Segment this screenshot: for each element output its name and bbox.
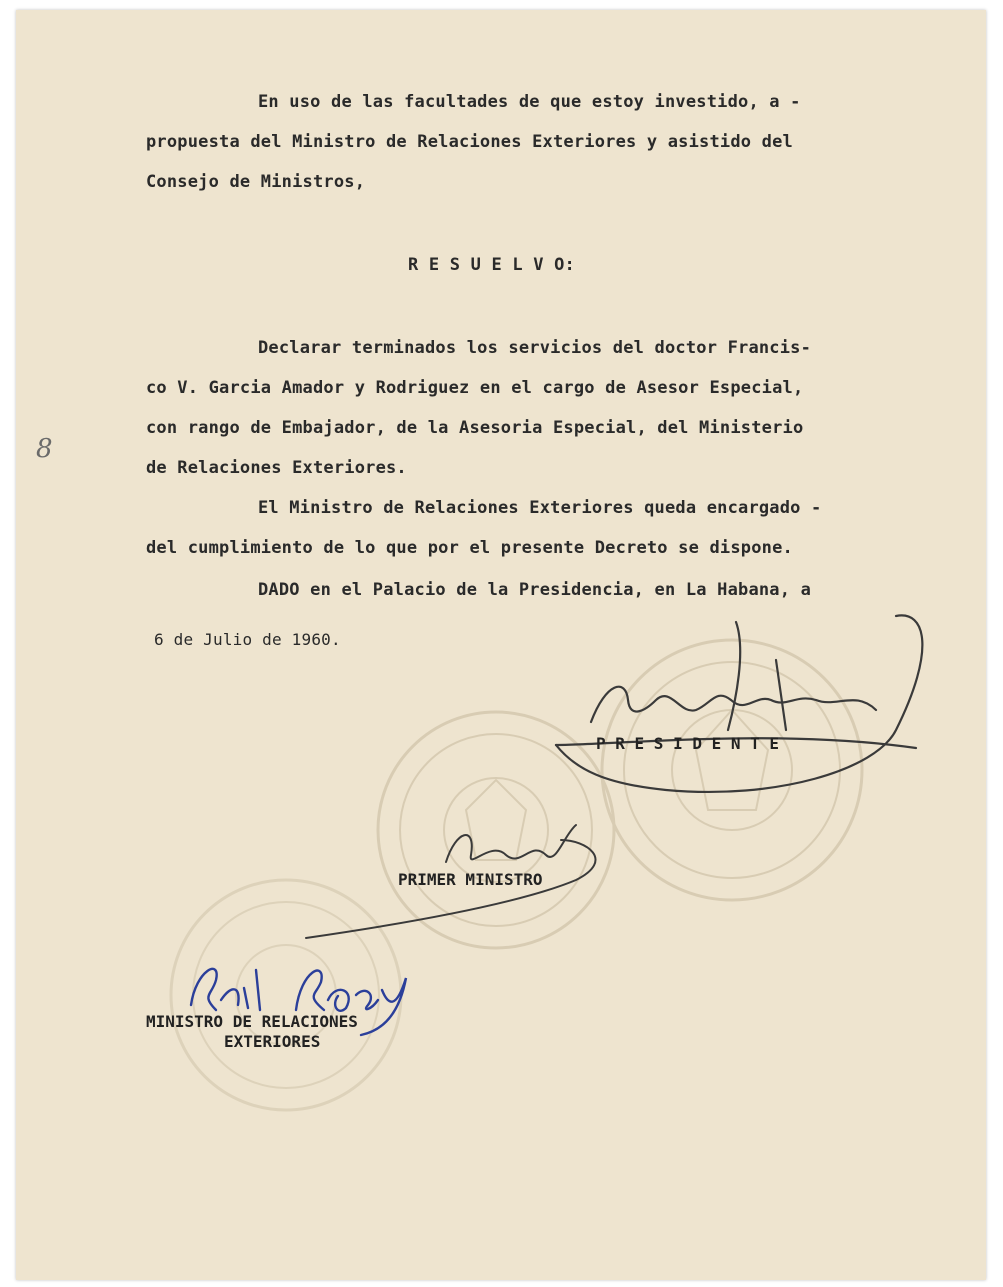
prime-minister-label: PRIMER MINISTRO <box>398 870 543 889</box>
president-signature <box>556 615 922 792</box>
heading-resuelvo: R E S U E L V O: <box>408 255 575 275</box>
body-line-3: Consejo de Ministros, <box>146 172 366 192</box>
foreign-minister-label-line-2: EXTERIORES <box>224 1032 321 1051</box>
given-line: DADO en el Palacio de la Presidencia, en La Habana, a <box>258 580 812 600</box>
president-label: P R E S I D E N T E <box>596 734 780 753</box>
date-line: 6 de Julio de 1960. <box>154 630 341 649</box>
resolution-line-3: con rango de Embajador, de la Asesoria Especial, del Ministerio <box>146 418 804 438</box>
body-line-1: En uso de las facultades de que estoy investido, a - <box>258 92 801 112</box>
resolution-line-1: Declarar terminados los servicios del doctor Francis- <box>258 338 812 358</box>
body-line-2: propuesta del Ministro de Relaciones Exteriores y asistido del <box>146 132 793 152</box>
margin-note: 8 <box>36 434 53 464</box>
document-page <box>16 10 986 1280</box>
president-seal <box>602 640 862 900</box>
order-line-1: El Ministro de Relaciones Exteriores queda encargado - <box>258 498 822 518</box>
order-line-2: del cumplimiento de lo que por el presente Decreto se dispone. <box>146 538 793 558</box>
resolution-line-2: co V. Garcia Amador y Rodriguez en el cargo de Asesor Especial, <box>146 378 804 398</box>
foreign-ministry-seal <box>171 880 401 1110</box>
prime-minister-seal <box>378 712 614 948</box>
resolution-line-4: de Relaciones Exteriores. <box>146 458 407 478</box>
foreign-minister-label-line-1: MINISTRO DE RELACIONES <box>146 1012 358 1031</box>
